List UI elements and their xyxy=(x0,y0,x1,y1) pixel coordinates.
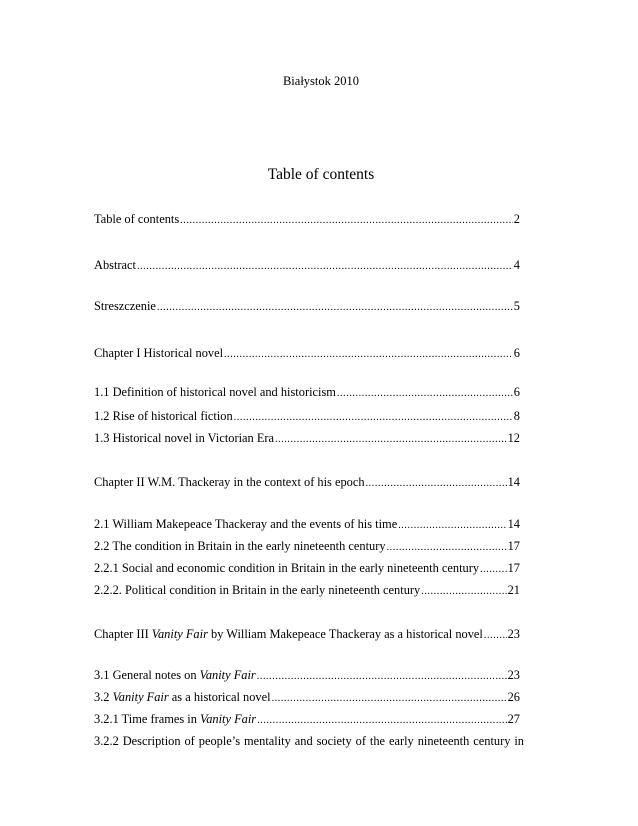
toc-entry[interactable] xyxy=(94,711,520,729)
toc-entry[interactable] xyxy=(94,298,520,316)
toc-leader-dots xyxy=(275,432,507,448)
toc-entry[interactable] xyxy=(94,516,520,534)
toc-entry-label: 1.3 Historical novel in Victorian Era xyxy=(94,431,275,445)
toc-title: Table of contents xyxy=(267,166,375,183)
toc-page-number: 26 xyxy=(507,690,520,704)
toc-page-number: 5 xyxy=(513,299,520,313)
toc-entry[interactable] xyxy=(94,430,520,448)
toc-leader-dots xyxy=(366,476,507,492)
toc-leader-dots xyxy=(421,584,506,600)
toc-leader-dots xyxy=(272,691,507,707)
toc-entry[interactable] xyxy=(94,538,520,556)
toc-entry-label: Chapter I Historical novel xyxy=(94,346,224,360)
toc-entry-label: 2.1 William Makepeace Thackeray and the events of his time xyxy=(94,517,398,531)
toc-leader-dots xyxy=(398,518,506,534)
place-year-line: Białystok 2010 xyxy=(282,74,360,88)
toc-entry-label: 2.2 The condition in Britain in the early nineteenth century xyxy=(94,539,386,553)
toc-page-number: 6 xyxy=(513,346,520,360)
toc-leader-dots xyxy=(484,628,507,644)
toc-entry[interactable] xyxy=(94,560,520,578)
toc-entry[interactable] xyxy=(94,384,520,402)
toc-leader-dots xyxy=(137,259,513,275)
toc-leader-dots xyxy=(234,410,513,426)
toc-page-number: 14 xyxy=(507,475,520,489)
toc-entry-label: Abstract xyxy=(94,258,136,272)
toc-leader-dots xyxy=(387,540,507,556)
toc-entry-label: 2.2.1 Social and economic condition in Britain in the early nineteenth century xyxy=(94,561,480,575)
toc-page-number: 21 xyxy=(507,583,520,597)
toc-entry-continued[interactable]: 3.2.2 Description of people’s mentality and society of the early nineteenth century in xyxy=(94,734,524,748)
toc-entry-label: 3.1 General notes on Vanity Fair xyxy=(94,668,256,682)
toc-entry[interactable] xyxy=(94,582,520,600)
toc-entry-label: 3.2 Vanity Fair as a historical novel xyxy=(94,690,271,704)
toc-page-number: 8 xyxy=(513,409,520,423)
toc-leader-dots xyxy=(257,713,506,729)
toc-entry[interactable] xyxy=(94,689,520,707)
toc-page-number: 27 xyxy=(507,712,520,726)
toc-page-number: 23 xyxy=(507,668,520,682)
toc-entry[interactable] xyxy=(94,211,520,229)
toc-leader-dots xyxy=(180,213,513,229)
toc-entry[interactable] xyxy=(94,408,520,426)
toc-entry-label: Table of contents xyxy=(94,212,180,226)
toc-page-number: 14 xyxy=(507,517,520,531)
toc-leader-dots xyxy=(337,386,513,402)
toc-page-number: 23 xyxy=(507,627,520,641)
toc-page-number: 17 xyxy=(507,539,520,553)
toc-leader-dots xyxy=(257,669,507,685)
toc-entry-label: Chapter II W.M. Thackeray in the context of his epoch xyxy=(94,475,365,489)
toc-entry-label: 1.2 Rise of historical fiction xyxy=(94,409,233,423)
toc-page-number: 6 xyxy=(513,385,520,399)
toc-leader-dots xyxy=(157,300,513,316)
toc-entry[interactable] xyxy=(94,626,520,644)
toc-page-number: 12 xyxy=(507,431,520,445)
toc-entry-label: Chapter III Vanity Fair by William Makepeace Thackeray as a historical novel xyxy=(94,627,483,641)
toc-page-number: 17 xyxy=(507,561,520,575)
toc-entry-label: 3.2.1 Time frames in Vanity Fair xyxy=(94,712,257,726)
toc-leader-dots xyxy=(480,562,507,578)
toc-page-number: 2 xyxy=(513,212,520,226)
toc-entry[interactable] xyxy=(94,474,520,492)
toc-page-number: 4 xyxy=(513,258,520,272)
toc-entry-label: 1.1 Definition of historical novel and historicism xyxy=(94,385,336,399)
toc-entry[interactable] xyxy=(94,345,520,363)
toc-entry-label: Streszczenie xyxy=(94,299,156,313)
toc-leader-dots xyxy=(224,347,513,363)
toc-entry-label: 2.2.2. Political condition in Britain in the early nineteenth century xyxy=(94,583,421,597)
toc-entry[interactable] xyxy=(94,257,520,275)
toc-entry[interactable] xyxy=(94,667,520,685)
